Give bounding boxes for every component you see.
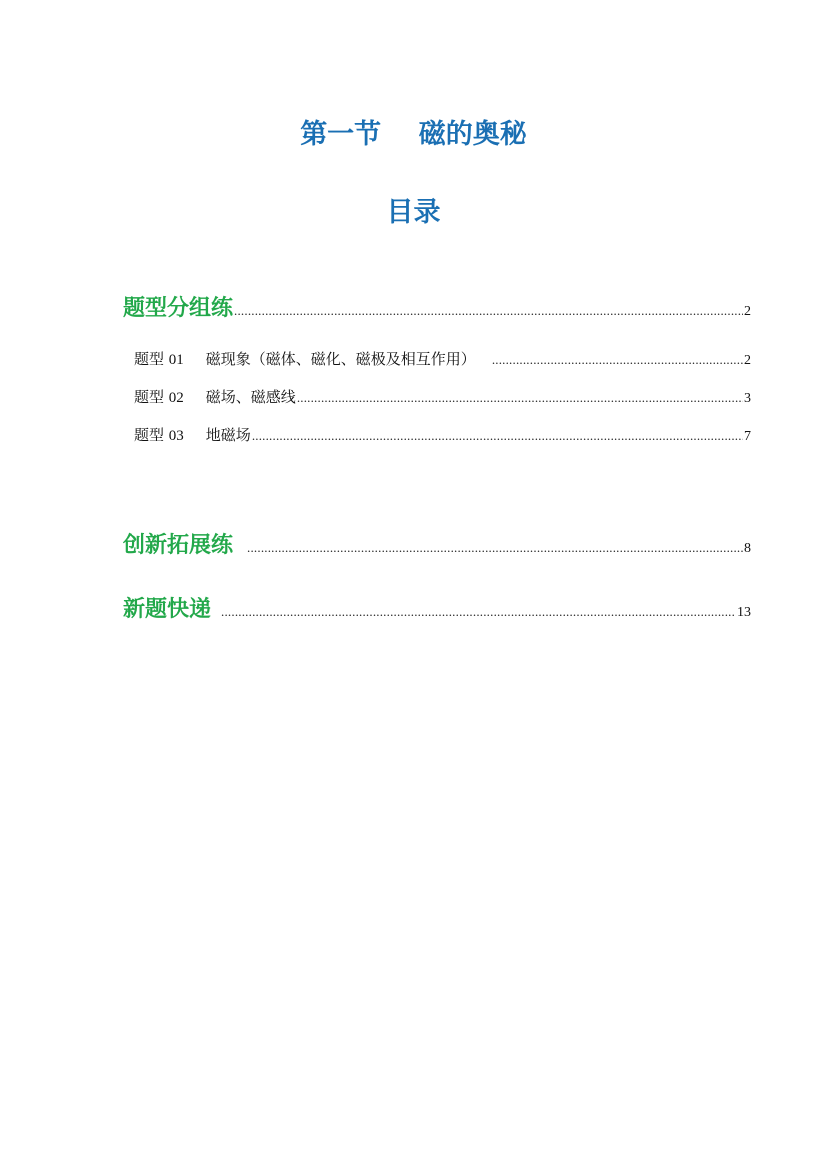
- toc-item-label: [134, 424, 251, 445]
- toc-page-number: 3: [744, 391, 751, 406]
- toc-heading: 目录: [386, 197, 441, 228]
- toc-section-label: 创新拓展练: [123, 533, 234, 558]
- toc-item-entry[interactable]: [134, 424, 751, 445]
- toc-item-prefix: 题型: [134, 350, 165, 368]
- toc-section-entry[interactable]: [123, 592, 751, 623]
- toc-item-label: [134, 348, 476, 369]
- toc-page-number: 13: [737, 605, 751, 620]
- toc-item-number: 01: [168, 352, 184, 368]
- toc-item-text: 磁现象（磁体、磁化、磁极及相互作用）: [205, 350, 476, 368]
- page-title: 第一节 磁的奥秘: [300, 119, 527, 150]
- toc-page-number: 2: [744, 304, 751, 319]
- toc-page-number: 7: [744, 429, 751, 444]
- toc-item-number: 03: [168, 428, 184, 444]
- toc-item-number: 02: [168, 390, 184, 406]
- toc-leader-dots: [492, 352, 743, 368]
- toc-section-label: 题型分组练: [123, 296, 234, 321]
- toc-page-number: 2: [744, 353, 751, 368]
- toc-item-entry[interactable]: [134, 386, 751, 407]
- toc-section-label: 新题快递: [123, 597, 212, 622]
- toc-leader-dots: [252, 428, 743, 444]
- toc-section-entry[interactable]: [123, 528, 751, 559]
- toc-item-prefix: 题型: [134, 388, 165, 406]
- toc-item-entry[interactable]: [134, 348, 751, 369]
- toc-section-entry[interactable]: [123, 291, 751, 322]
- toc-item-text: 地磁场: [205, 426, 251, 444]
- toc-leader-dots: [247, 540, 743, 556]
- toc-page-number: 8: [744, 541, 751, 556]
- toc-leader-dots: [297, 390, 743, 406]
- toc-item-label: [134, 386, 296, 407]
- toc-leader-dots: [221, 604, 736, 620]
- toc-leader-dots: [234, 303, 743, 319]
- toc-item-prefix: 题型: [134, 426, 165, 444]
- toc-item-text: 磁场、磁感线: [205, 388, 296, 406]
